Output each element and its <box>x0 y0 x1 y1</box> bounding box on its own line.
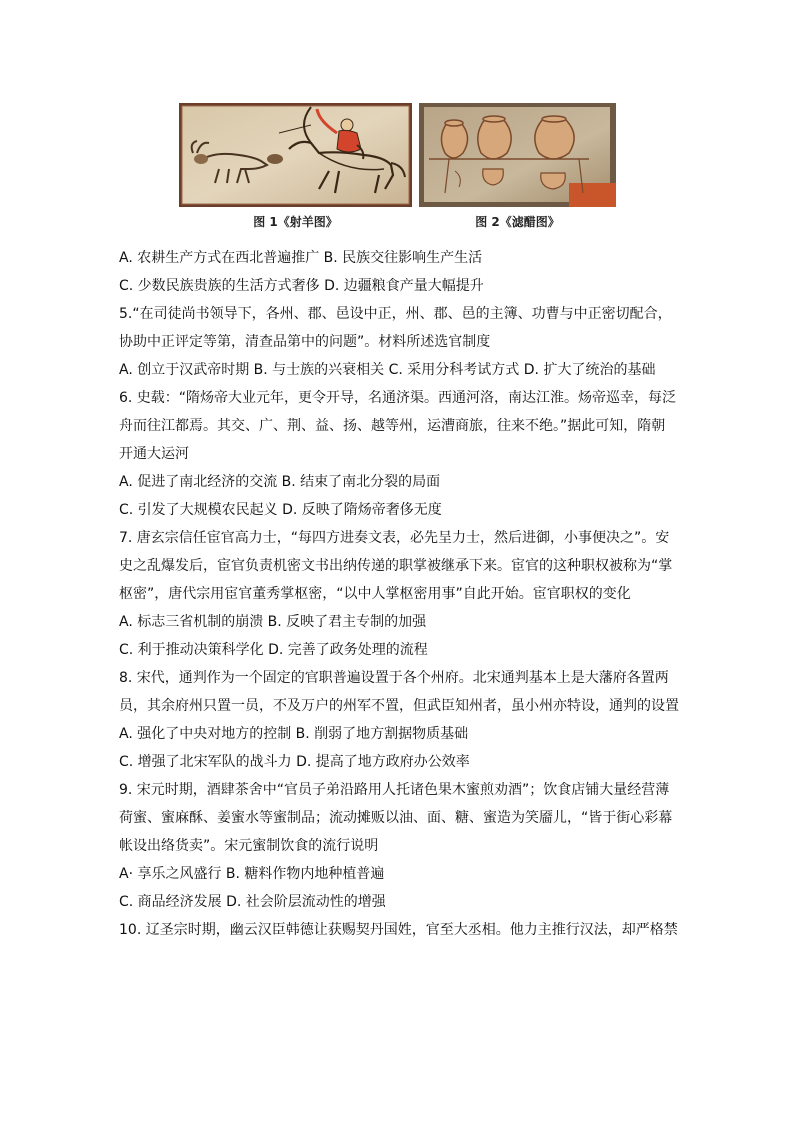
text-line: 10. 辽圣宗时期，幽云汉臣韩德让获赐契丹国姓，官至大丞相。他力主推行汉法，却严格禁 <box>119 922 678 938</box>
text-line: A. 强化了中央对地方的控制 B. 削弱了地方割据物质基础 <box>119 726 469 742</box>
text-line: 开通大运河 <box>119 446 189 462</box>
text-line: 协助中正评定等第，清查品第中的问题”。材料所述选官制度 <box>119 334 491 350</box>
text-line: A. 标志三省机制的崩溃 B. 反映了君主专制的加强 <box>119 614 427 630</box>
figure-2 <box>419 103 616 229</box>
text-line: A. 创立于汉武帝时期 B. 与士族的兴衰相关 C. 采用分科考试方式 D. 扩大了统治的基础 <box>119 362 656 378</box>
figure-2-caption: 图 2《滤醋图》 <box>475 215 560 229</box>
text-line: 员，其余府州只置一员，不及万户的州军不置，但武臣知州者，虽小州亦特设，通判的设置 <box>119 698 679 714</box>
text-line: 舟而往江都焉。其交、广、荆、益、扬、越等州，运漕商旅，往来不绝。”据此可知，隋朝 <box>119 418 666 434</box>
text-line: A. 促进了南北经济的交流 B. 结束了南北分裂的局面 <box>119 474 441 490</box>
brick-painting-jars-icon <box>419 103 616 207</box>
text-line: A· 享乐之风盛行 B. 糖料作物内地种植普遍 <box>119 866 385 882</box>
text-line: 枢密”，唐代宗用宦官董秀掌枢密，“以中人掌枢密用事”自此开始。宦官职权的变化 <box>119 586 631 602</box>
text-line: C. 少数民族贵族的生活方式奢侈 D. 边疆粮食产量大幅提升 <box>119 278 484 294</box>
mural-hunter-archer-goat-icon <box>179 103 412 207</box>
text-line: C. 利于推动决策科学化 D. 完善了政务处理的流程 <box>119 642 428 658</box>
text-line: C. 增强了北宋军队的战斗力 D. 提高了地方政府办公效率 <box>119 754 470 770</box>
text-line: 8. 宋代，通判作为一个固定的官职普遍设置于各个州府。北宋通判基本上是大藩府各置两 <box>119 670 669 686</box>
question-text <box>119 244 679 944</box>
text-line: 5.“在司徒尚书领导下，各州、郡、邑设中正，州、郡、邑的主簿、功曹与中正密切配合， <box>119 306 672 322</box>
text-line: 7. 唐玄宗信任宦官高力士，“每四方进奏文表，必先呈力士，然后进御，小事便决之”。安 <box>119 530 670 546</box>
text-line: C. 商品经济发展 D. 社会阶层流动性的增强 <box>119 894 386 910</box>
figure-1-caption: 图 1《射羊图》 <box>253 215 338 229</box>
text-line: 史之乱爆发后，宦官负责机密文书出纳传递的职掌被继承下来。宦官的这种职权被称为“掌 <box>119 558 673 574</box>
figures-row <box>0 103 794 233</box>
text-line: 帐设出络货卖”。宋元蜜制饮食的流行说明 <box>119 838 379 854</box>
text-line: 荷蜜、蜜麻酥、姜蜜水等蜜制品；流动摊贩以油、面、糖、蜜造为笑靥儿，“皆于街心彩幕 <box>119 810 673 826</box>
text-line: 9. 宋元时期，酒肆茶舍中“官员子弟沿路用人托诸色果木蜜煎劝酒”；饮食店铺大量经营薄 <box>119 782 670 798</box>
text-line: C. 引发了大规模农民起义 D. 反映了隋炀帝奢侈无度 <box>119 502 442 518</box>
text-line: 6. 史载：“隋炀帝大业元年，更令开导，名通济渠。西通河洛，南达江淮。炀帝巡幸，每泛 <box>119 390 677 406</box>
figure-1 <box>179 103 412 229</box>
text-line: A. 农耕生产方式在西北普遍推广 B. 民族交往影响生产生活 <box>119 250 483 266</box>
